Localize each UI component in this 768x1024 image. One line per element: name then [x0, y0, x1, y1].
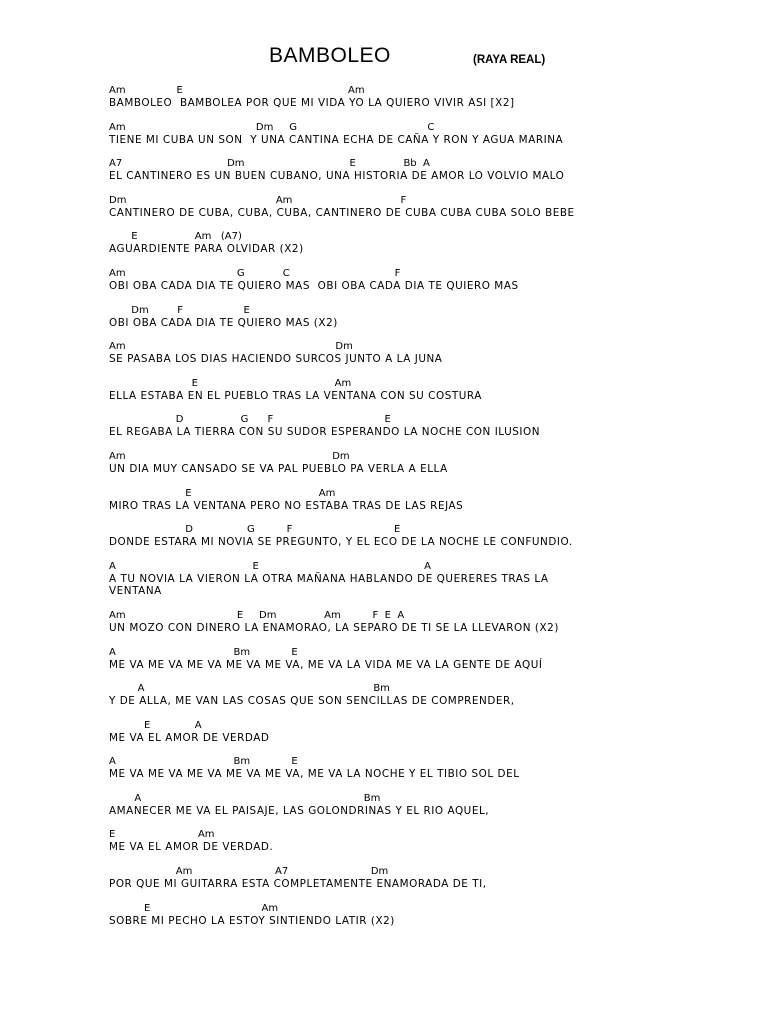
lyric-line: EL CANTINERO ES UN BUEN CUBANO, UNA HISTORIA DE AMOR LO VOLVIO MALO: [109, 170, 565, 183]
stanza: [109, 451, 749, 488]
stanza: [109, 683, 749, 720]
stanza: [109, 524, 749, 561]
lyric-line: TIENE MI CUBA UN SON Y UNA CANTINA ECHA DE CAÑA Y RON Y AGUA MARINA: [109, 133, 564, 146]
stanza-list: [109, 85, 749, 939]
lyric-line: SE PASABA LOS DIAS HACIENDO SURCOS JUNTO A LA JUNA: [109, 353, 443, 366]
lyric-line: OBI OBA CADA DIA TE QUIERO MAS (X2): [109, 316, 338, 329]
lyric-line: ME VA ME VA ME VA ME VA ME VA, ME VA LA VIDA ME VA LA GENTE DE AQUÍ: [109, 658, 543, 671]
stanza: [109, 268, 749, 305]
chord-line: Am Dm G C: [109, 121, 435, 133]
lyric-line: UN MOZO CON DINERO LA ENAMORAO, LA SEPARO DE TI SE LA LLEVARON (X2): [109, 621, 559, 634]
chord-line: A E A: [109, 560, 431, 572]
stanza: [109, 903, 749, 940]
lyric-line: BAMBOLEO BAMBOLEA POR QUE MI VIDA YO LA QUIERO VIVIR ASI [X2]: [109, 97, 515, 109]
chord-line: Am E Dm Am F E A: [109, 609, 405, 621]
stanza: [109, 378, 749, 415]
stanza: [109, 195, 749, 232]
chord-line: A Bm: [109, 683, 390, 695]
lyric-line: ME VA EL AMOR DE VERDAD.: [109, 841, 274, 854]
stanza: [109, 85, 749, 122]
lyric-line: ME VA EL AMOR DE VERDAD: [109, 731, 270, 744]
chord-line: E Am: [109, 487, 336, 499]
stanza: [109, 414, 749, 451]
lyric-line: A TU NOVIA LA VIERON LA OTRA MAÑANA HABLANDO DE QUERERES TRAS LA: [109, 572, 549, 585]
lyric-line: OBI OBA CADA DIA TE QUIERO MAS OBI OBA CADA DIA TE QUIERO MAS: [109, 279, 519, 292]
stanza: [109, 829, 749, 866]
lyric-line: ELLA ESTABA EN EL PUEBLO TRAS LA VENTANA CON SU COSTURA: [109, 389, 482, 402]
chord-line: E Am (A7): [109, 231, 242, 243]
stanza: [109, 488, 749, 525]
chord-line: D G F E: [109, 524, 401, 536]
lyric-line: DONDE ESTARA MI NOVIA SE PREGUNTO, Y EL ECO DE LA NOCHE LE CONFUNDIO.: [109, 536, 573, 549]
stanza: [109, 793, 749, 830]
stanza: [109, 561, 749, 610]
chord-line: A Bm E: [109, 756, 298, 768]
lyric-line: ME VA ME VA ME VA ME VA ME VA, ME VA LA NOCHE Y EL TIBIO SOL DEL: [109, 768, 520, 781]
song-title: BAMBOLEO: [269, 44, 391, 67]
chord-line: Am Dm: [109, 341, 353, 353]
chord-line: Am A7 Dm: [109, 866, 389, 878]
chord-line: Am Dm: [109, 450, 350, 462]
song-subtitle: (RAYA REAL): [473, 54, 546, 66]
lyric-line: MIRO TRAS LA VENTANA PERO NO ESTABA TRAS DE LAS REJAS: [109, 499, 464, 512]
chord-line: D G F E: [109, 414, 391, 426]
stanza: [109, 647, 749, 684]
stanza: [109, 122, 749, 159]
stanza: [109, 305, 749, 342]
chord-line: A Bm E: [109, 646, 298, 658]
stanza: [109, 341, 749, 378]
lyric-line: VENTANA: [109, 585, 162, 598]
lyric-line: EL REGABA LA TIERRA CON SU SUDOR ESPERANDO LA NOCHE CON ILUSION: [109, 426, 541, 439]
lyric-line: POR QUE MI GUITARRA ESTA COMPLETAMENTE ENAMORADA DE TI,: [109, 878, 487, 891]
chord-line: Am E Am: [109, 85, 365, 96]
chord-line: E Am: [109, 377, 352, 389]
chord-line: Am G C F: [109, 267, 401, 279]
chord-line: Dm Am F: [109, 194, 407, 206]
stanza: [109, 720, 749, 757]
chord-line: E Am: [109, 902, 279, 914]
chord-line: A7 Dm E Bb A: [109, 158, 430, 170]
stanza: [109, 158, 749, 195]
chord-line: A Bm: [109, 792, 381, 804]
lyric-line: SOBRE MI PECHO LA ESTOY SINTIENDO LATIR (X2): [109, 914, 395, 927]
stanza: [109, 756, 749, 793]
stanza: [109, 866, 749, 903]
lyric-line: Y DE ALLA, ME VAN LAS COSAS QUE SON SENCILLAS DE COMPRENDER,: [109, 695, 515, 708]
lyric-line: AGUARDIENTE PARA OLVIDAR (X2): [109, 243, 304, 256]
lyric-line: UN DIA MUY CANSADO SE VA PAL PUEBLO PA VERLA A ELLA: [109, 462, 448, 475]
lyric-line: AMANECER ME VA EL PAISAJE, LAS GOLONDRINAS Y EL RIO AQUEL,: [109, 804, 490, 817]
chord-line: Dm F E: [109, 304, 250, 316]
stanza: [109, 610, 749, 647]
lyric-line: CANTINERO DE CUBA, CUBA, CUBA, CANTINERO DE CUBA CUBA CUBA SOLO BEBE: [109, 206, 575, 219]
chord-line: E A: [109, 719, 202, 731]
chord-line: E Am: [109, 829, 215, 841]
stanza: [109, 231, 749, 268]
